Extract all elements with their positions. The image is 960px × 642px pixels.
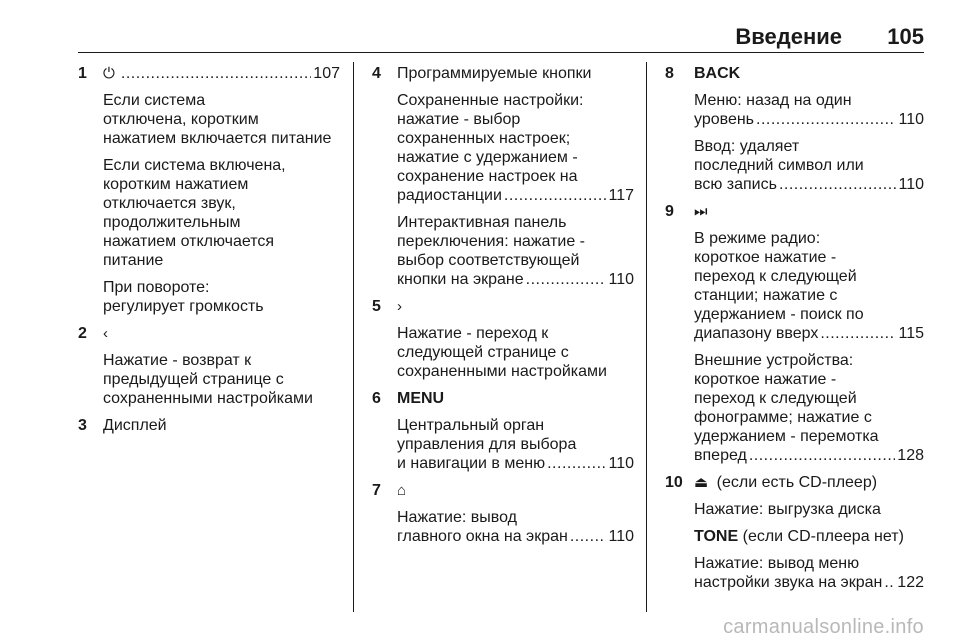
description: Интерактивная панель переключения: нажатие - выбор соответствующей кнопки на экране ..... 110 bbox=[397, 213, 634, 289]
item-number: 10 bbox=[665, 474, 683, 491]
page-header bbox=[78, 22, 924, 48]
item-number: 1 bbox=[78, 65, 87, 82]
list-item-4 bbox=[372, 64, 634, 289]
description: При повороте: регулирует громкость bbox=[103, 279, 264, 315]
item-title: Программируемые кнопки bbox=[397, 65, 592, 82]
list-item-3 bbox=[78, 416, 340, 435]
list-item-2 bbox=[78, 324, 340, 408]
item-heading bbox=[103, 64, 340, 83]
item-number: 2 bbox=[78, 325, 87, 342]
description: Нажатие: вывод главного окна на экран ..... 110 bbox=[397, 508, 634, 546]
description: Нажатие: выгрузка диска bbox=[694, 501, 881, 518]
watermark: carmanualsonline.info bbox=[723, 616, 924, 638]
item-title: (если есть CD-плеер) bbox=[716, 474, 878, 491]
page-ref: 110 bbox=[608, 528, 634, 545]
tone-label: TONE bbox=[694, 528, 739, 545]
column-1 bbox=[78, 64, 340, 443]
chevron-left-icon: ‹ bbox=[103, 325, 108, 342]
page-ref: 115 bbox=[898, 325, 924, 342]
column-divider bbox=[646, 62, 647, 612]
column-divider bbox=[353, 62, 354, 612]
page-ref: 110 bbox=[898, 111, 924, 128]
description: Нажатие - возврат к предыдущей странице с сохраненными настройками bbox=[103, 352, 313, 407]
item-title: BACK bbox=[694, 65, 741, 82]
item-title: Дисплей bbox=[103, 417, 167, 434]
page-ref: 110 bbox=[608, 271, 634, 288]
description: Сохраненные настройки: нажатие - выбор сохраненных настроек; нажатие с удержанием - сохранение настроек на радиостанции ..... 117 bbox=[397, 91, 634, 205]
dot-leader bbox=[504, 186, 607, 205]
description: Внешние устройства: короткое нажатие - переход к следующей фонограмме; нажатие с удержанием - перемотка вперед ..... 128 bbox=[694, 351, 924, 465]
dot-leader bbox=[526, 270, 607, 289]
dot-leader bbox=[884, 573, 895, 592]
description: Если система включена, коротким нажатием отключается звук, продолжительным нажатием отключается питание bbox=[103, 157, 286, 269]
skip-forward-icon: ⏭ bbox=[694, 203, 708, 220]
list-item-8 bbox=[665, 64, 924, 194]
header-rule bbox=[78, 52, 924, 53]
home-icon: ⌂ bbox=[397, 482, 407, 499]
description: Меню: назад на один уровень ..... 110 bbox=[694, 91, 924, 129]
page-ref: 117 bbox=[608, 187, 634, 204]
list-item-10 bbox=[665, 473, 924, 592]
chevron-right-icon: › bbox=[397, 298, 402, 315]
tone-heading: TONE (если CD-плеера нет) bbox=[694, 528, 904, 545]
eject-icon: ⏏ bbox=[694, 474, 709, 491]
description: Нажатие - переход к следующей странице с сохраненными настройками bbox=[397, 325, 607, 380]
item-number: 8 bbox=[665, 65, 674, 82]
dot-leader bbox=[756, 110, 896, 129]
item-title: MENU bbox=[397, 390, 445, 407]
column-3 bbox=[665, 64, 924, 600]
dot-leader bbox=[570, 527, 607, 546]
dot-leader bbox=[749, 446, 895, 465]
item-number: 4 bbox=[372, 65, 381, 82]
description: Если система отключена, коротким нажатием включается питание bbox=[103, 92, 332, 147]
list-item-1 bbox=[78, 64, 340, 316]
page-ref: 128 bbox=[897, 447, 924, 464]
list-item-9 bbox=[665, 202, 924, 465]
dot-leader bbox=[121, 64, 311, 83]
item-number: 3 bbox=[78, 417, 87, 434]
item-number: 5 bbox=[372, 298, 381, 315]
item-number: 7 bbox=[372, 482, 381, 499]
dot-leader bbox=[820, 324, 896, 343]
page-ref: 122 bbox=[897, 574, 924, 591]
page-ref: 110 bbox=[898, 176, 924, 193]
list-item-6 bbox=[372, 389, 634, 473]
power-icon: ⏻ bbox=[103, 65, 115, 82]
dot-leader bbox=[547, 454, 606, 473]
list-item-5 bbox=[372, 297, 634, 381]
description: Центральный орган управления для выбора и навигации в меню ..... 110 bbox=[397, 416, 634, 473]
dot-leader bbox=[779, 175, 897, 194]
page-title: Введение bbox=[735, 24, 842, 49]
page-number: 105 bbox=[887, 24, 924, 49]
list-item-7 bbox=[372, 481, 634, 546]
page-ref: 107 bbox=[313, 65, 340, 82]
column-2 bbox=[372, 64, 634, 554]
page-ref: 110 bbox=[608, 455, 634, 472]
description: Ввод: удаляет последний символ или всю запись ..... 110 bbox=[694, 137, 924, 194]
description: В режиме радио: короткое нажатие - переход к следующей станции; нажатие с удержанием - поиск по диапазону вверх ..... 115 bbox=[694, 229, 924, 343]
item-number: 9 bbox=[665, 203, 674, 220]
item-number: 6 bbox=[372, 390, 381, 407]
description: Нажатие: вывод меню настройки звука на экран ..... 122 bbox=[694, 554, 924, 592]
